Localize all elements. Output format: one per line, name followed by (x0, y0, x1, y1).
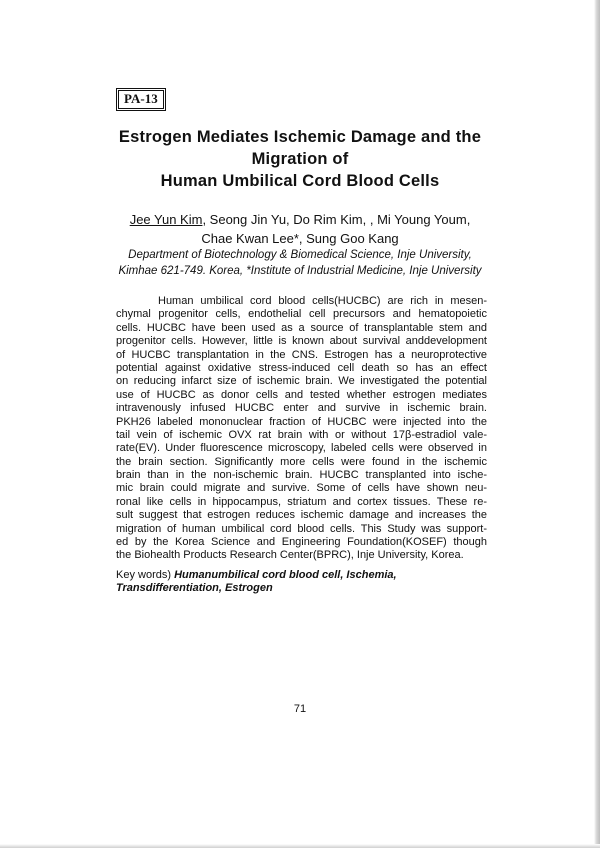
paper-title (60, 126, 540, 192)
affiliation-line-1: Department of Biotechnology & Biomedical Science, Inje University, (128, 249, 472, 261)
abstract-line: ed by the Korea Science and Engineering Foundation(KOSEF) though (116, 536, 487, 549)
abstract-line: PKH26 labeled mononuclear fraction of HUCBC were injected into the (116, 415, 487, 428)
abstract-line: on reducing infarct size of ischemic brain. We investigated the potential (116, 375, 487, 388)
abstract-line: brain than in the non-ischemic brain. HUCBC transplanted into ische- (116, 469, 487, 482)
page-edge-shadow (594, 0, 600, 848)
abstract-line: progenitor cells. However, little is known about survival anddevelopment (116, 335, 487, 348)
page-bottom-shadow (0, 844, 600, 848)
presenting-author: Jee Yun Kim (129, 212, 203, 227)
keywords-label: Key words) (116, 569, 175, 581)
abstract-line: the Biohealth Products Research Center(BPRC), Inje University, Korea. (116, 549, 464, 562)
affiliation-line-2: Kimhae 621-749. Korea, *Institute of Industrial Medicine, Inje University (118, 265, 482, 277)
abstract-body (116, 295, 487, 563)
abstract-line: cells. HUCBC have been used as a source of transplantable stem and (116, 321, 487, 334)
abstract-line: chymal progenitor cells, endothelial cell precursors and hematopoietic (116, 308, 487, 321)
keywords-values-2: Transdifferentiation, Estrogen (116, 582, 273, 595)
abstract-line: mic brain could migrate and survive. Some of cells have shown neu- (116, 482, 487, 495)
abstract-line: ronal like cells in hippocampus, striatum and cortex tissues. These re- (116, 495, 487, 508)
abstract-line: use of HUCBC as donor cells and tested whether estrogen mediates (116, 388, 487, 401)
co-authors-line-1: , Seong Jin Yu, Do Rim Kim, , Mi Young Youm, (202, 212, 471, 227)
abstract-code-box (116, 88, 166, 111)
author-line-1 (90, 210, 510, 229)
abstract-line: of HUCBC transplantation in the CNS. Estrogen has a neuroprotective (116, 348, 487, 361)
title-line-2: Migration of (251, 150, 349, 168)
page-number: 71 (293, 703, 307, 715)
author-list (90, 210, 510, 248)
abstract-line: potential against oxidative stress-induced cell death so has an effect (116, 361, 487, 374)
affiliation (40, 247, 560, 279)
author-line-2: Chae Kwan Lee*, Sung Goo Kang (201, 231, 399, 246)
title-line-1: Estrogen Mediates Ischemic Damage and the (118, 128, 482, 146)
abstract-line: intravenously infused HUCBC enter and survive in ischemic brain. (116, 402, 487, 415)
abstract-line: the brain section. Significantly more cells were found in the ischemic (116, 455, 487, 468)
keywords (116, 569, 496, 596)
keywords-line-1 (116, 569, 496, 582)
abstract-line: tail vein of ischemic OVX rat brain with or without 17β-estradiol vale- (116, 428, 487, 441)
title-line-3: Human Umbilical Cord Blood Cells (160, 172, 440, 190)
abstract-line: migration of human umbilical cord blood cells. This Study was support- (116, 522, 487, 535)
abstract-line: Human umbilical cord blood cells(HUCBC) are rich in mesen- (158, 295, 487, 307)
abstract-line: sult suggest that estrogen reduces ischemic damage and increases the (116, 509, 487, 522)
abstract-code: PA-13 (118, 90, 164, 109)
abstract-line: rate(EV). Under fluorescence microscopy, labeled cells were observed in (116, 442, 487, 455)
keywords-values-1: Humanumbilical cord blood cell, Ischemia, (174, 569, 397, 581)
